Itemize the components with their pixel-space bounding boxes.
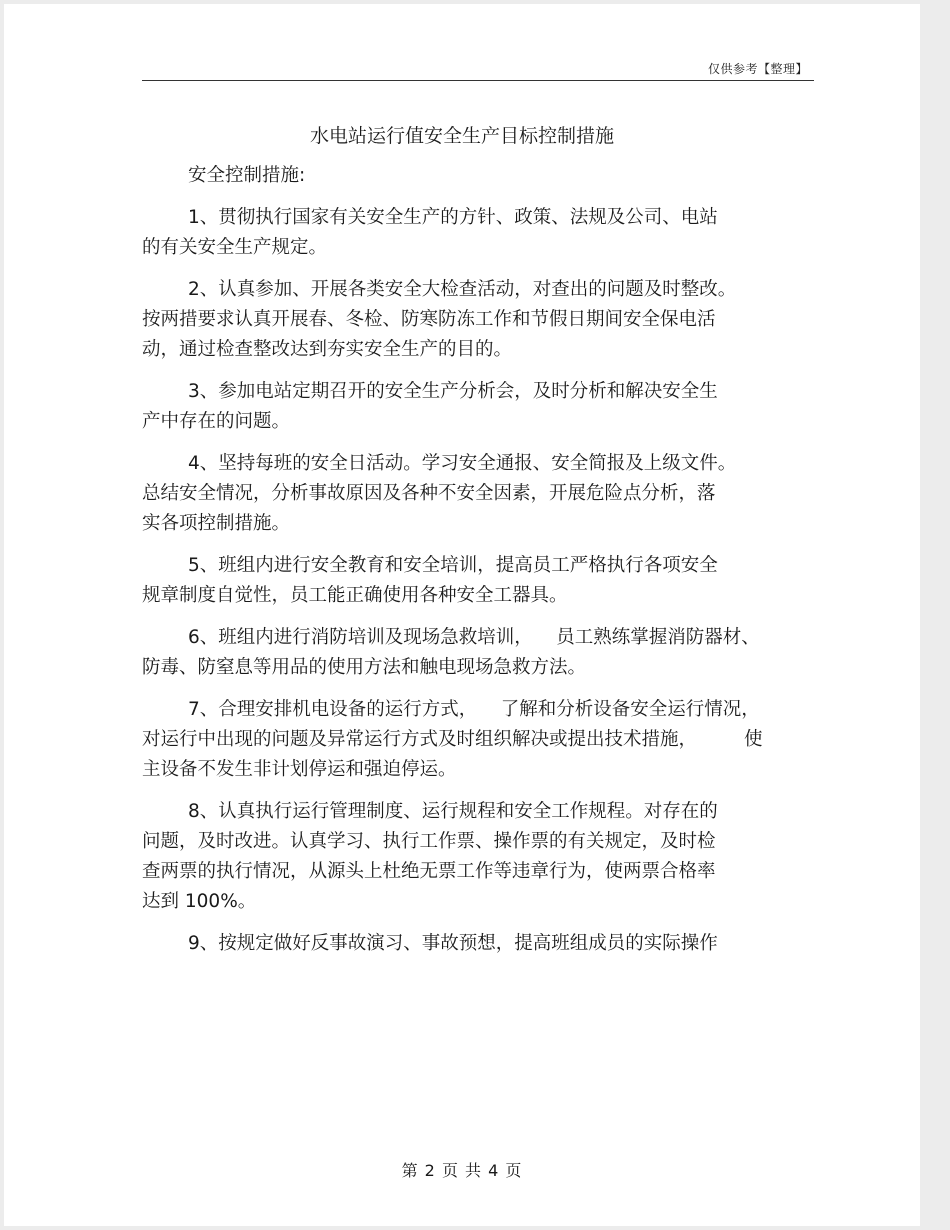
paragraph-5 xyxy=(142,551,822,611)
text-line: 1、贯彻执行国家有关安全生产的方针、政策、法规及公司、电站 xyxy=(188,207,718,228)
paragraph-2 xyxy=(142,275,822,365)
text-line: 对运行中出现的问题及异常运行方式及时组织解决或提出技术措施， 使 xyxy=(142,729,763,750)
header-note: 仅供参考【整理】 xyxy=(707,62,808,76)
text-line: 实各项控制措施。 xyxy=(142,513,291,534)
text-line: 产中存在的问题。 xyxy=(142,411,291,432)
text-line: 7、合理安排机电设备的运行方式， 了解和分析设备安全运行情况， xyxy=(188,699,760,720)
section-heading-text: 安全控制措施: xyxy=(188,165,306,186)
paragraph-6 xyxy=(142,623,822,683)
text-line: 2、认真参加、开展各类安全大检查活动，对查出的问题及时整改。 xyxy=(188,279,737,300)
text-line: 查两票的执行情况，从源头上杜绝无票工作等违章行为，使两票合格率 xyxy=(142,861,716,882)
page-footer: 第 2 页 共 4 页 xyxy=(401,1161,523,1180)
text-line: 达到 100%。 xyxy=(142,891,257,912)
text-line: 主设备不发生非计划停运和强迫停运。 xyxy=(142,759,457,780)
header-divider xyxy=(142,80,814,81)
text-line: 防毒、防窒息等用品的使用方法和触电现场急救方法。 xyxy=(142,657,587,678)
text-line: 按两措要求认真开展春、冬检、防寒防冻工作和节假日期间安全保电活 xyxy=(142,309,716,330)
section-heading xyxy=(142,161,822,191)
text-line: 8、认真执行运行管理制度、运行规程和安全工作规程。对存在的 xyxy=(188,801,718,822)
text-line: 3、参加电站定期召开的安全生产分析会，及时分析和解决安全生 xyxy=(188,381,718,402)
text-line: 的有关安全生产规定。 xyxy=(142,237,328,258)
text-line: 6、班组内进行消防培训及现场急救培训， 员工熟练掌握消防器材、 xyxy=(188,627,760,648)
text-line: 总结安全情况，分析事故原因及各种不安全因素，开展危险点分析，落 xyxy=(142,483,716,504)
paragraph-8 xyxy=(142,797,822,917)
paragraph-7 xyxy=(142,695,822,785)
text-line: 5、班组内进行安全教育和安全培训，提高员工严格执行各项安全 xyxy=(188,555,718,576)
document-title: 水电站运行值安全生产目标控制措施 xyxy=(309,125,614,147)
document-page xyxy=(4,4,920,1226)
text-line: 问题，及时改进。认真学习、执行工作票、操作票的有关规定，及时检 xyxy=(142,831,716,852)
paragraph-4 xyxy=(142,449,822,539)
text-line: 规章制度自觉性，员工能正确使用各种安全工器具。 xyxy=(142,585,568,606)
text-line: 9、按规定做好反事故演习、事故预想，提高班组成员的实际操作 xyxy=(188,933,718,954)
text-line: 动，通过检查整改达到夯实安全生产的目的。 xyxy=(142,339,513,360)
document-body xyxy=(142,161,822,971)
text-line: 4、坚持每班的安全日活动。学习安全通报、安全简报及上级文件。 xyxy=(188,453,737,474)
paragraph-9 xyxy=(142,929,822,959)
paragraph-3 xyxy=(142,377,822,437)
paragraph-1 xyxy=(142,203,822,263)
